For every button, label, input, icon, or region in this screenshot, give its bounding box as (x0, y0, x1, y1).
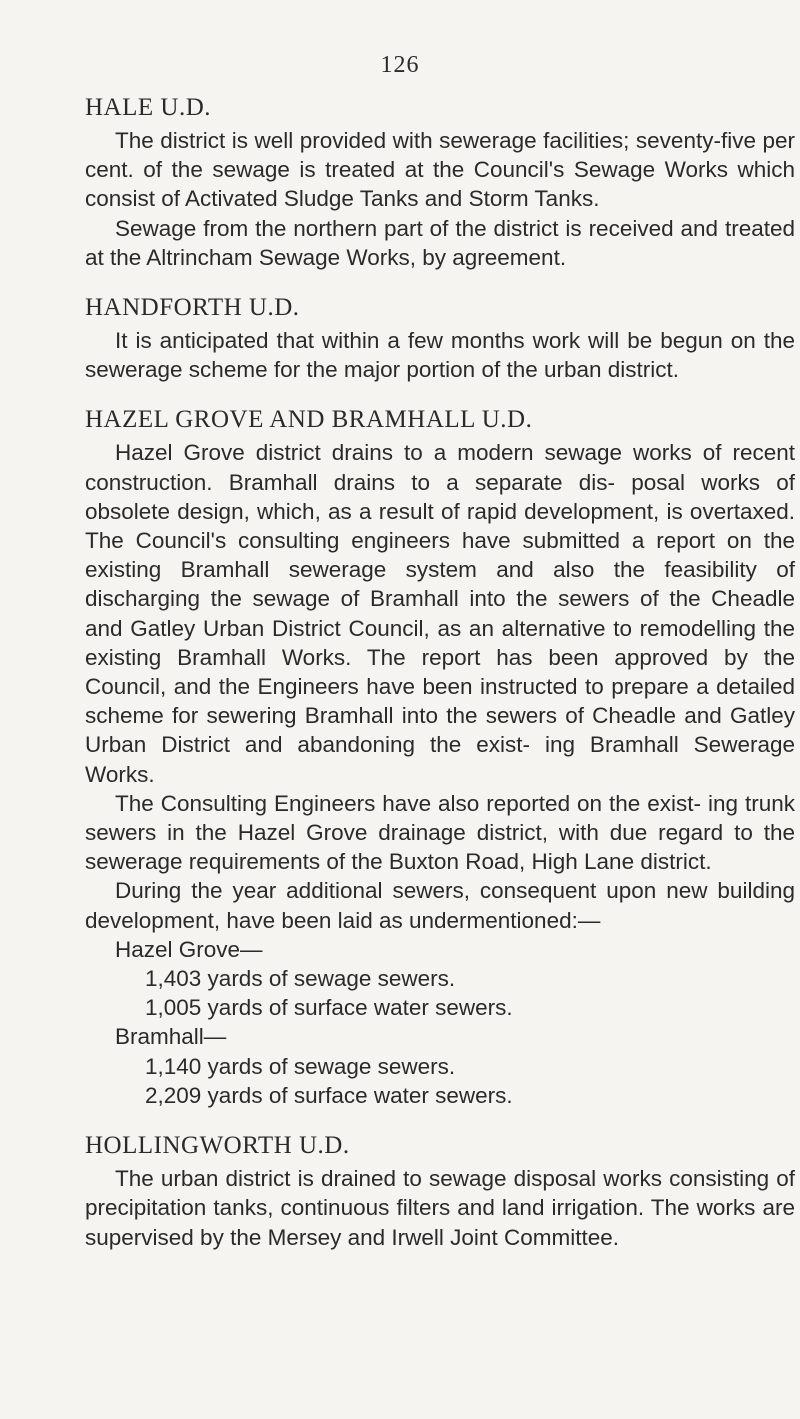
section-heading: HAZEL GROVE AND BRAMHALL U.D. (85, 406, 533, 434)
sewer-list-bramhall (85, 1022, 795, 1110)
list-label: Bramhall— (115, 1024, 227, 1050)
section-handforth (85, 292, 795, 384)
document-body (85, 92, 795, 1252)
paragraph: The Consulting Engineers have also reported on the exist- ing trunk sewers in the Hazel Grove drainage district, with due regard to the sewerage requirements of the Buxton Road, High Lane district. (85, 790, 795, 875)
section-hale (85, 92, 795, 272)
section-heading: HALE U.D. (85, 94, 212, 121)
list-item: 1,403 yards of sewage sewers. (145, 966, 456, 992)
page-number: 126 (380, 52, 420, 78)
list-label: Hazel Grove— (115, 936, 263, 962)
list-item: 2,209 yards of surface water sewers. (145, 1082, 513, 1108)
paragraph: The urban district is drained to sewage disposal works consisting of precipitation tanks, continuous filters and land irrigation. The works are supervised by the Mersey and Irwell Joint Committee. (85, 1166, 795, 1250)
sewer-list-hazel-grove (85, 935, 795, 1023)
paragraph: Sewage from the northern part of the district is received and treated at the Altrincham Sewage Works, by agreement. (85, 215, 795, 270)
section-heading: HANDFORTH U.D. (85, 294, 300, 322)
list-item: 1,005 yards of surface water sewers. (145, 995, 513, 1021)
paragraph: The district is well provided with sewerage facilities; seventy-five per cent. of the sewage is treated at the Council's Sewage Works which consist of Activated Sludge Tanks and Storm Tanks. (85, 128, 795, 212)
section-hazel-grove-bramhall (85, 404, 795, 1110)
paragraph: Hazel Grove district drains to a modern sewage works of recent construction. Bramhall drains to a separate dis- posal works of obsolete design, which, as a result of rapid development, is overtaxed. The Council's consulting engineers have submitted a report on the existing Bramhall sewerage system and also the feasibility of discharging the sewage of Bramhall into the sewers of the Cheadle and Gatley Urban District Council, as an alternative to remodelling the existing Bramhall Works. The report has been approved by the Council, and the Engineers have been instructed to prepare a detailed scheme for sewering Bramhall into the sewers of Cheadle and Gatley Urban District and abandoning the exist- ing Bramhall Sewerage Works. (85, 440, 795, 787)
section-heading: HOLLINGWORTH U.D. (85, 1132, 350, 1160)
paragraph: It is anticipated that within a few months work will be begun on the sewerage scheme for the major portion of the urban district. (85, 328, 795, 383)
paragraph: During the year additional sewers, consequent upon new building development, have been laid as undermentioned:— (85, 878, 795, 933)
section-hollingworth (85, 1130, 795, 1252)
list-item: 1,140 yards of sewage sewers. (145, 1053, 456, 1079)
